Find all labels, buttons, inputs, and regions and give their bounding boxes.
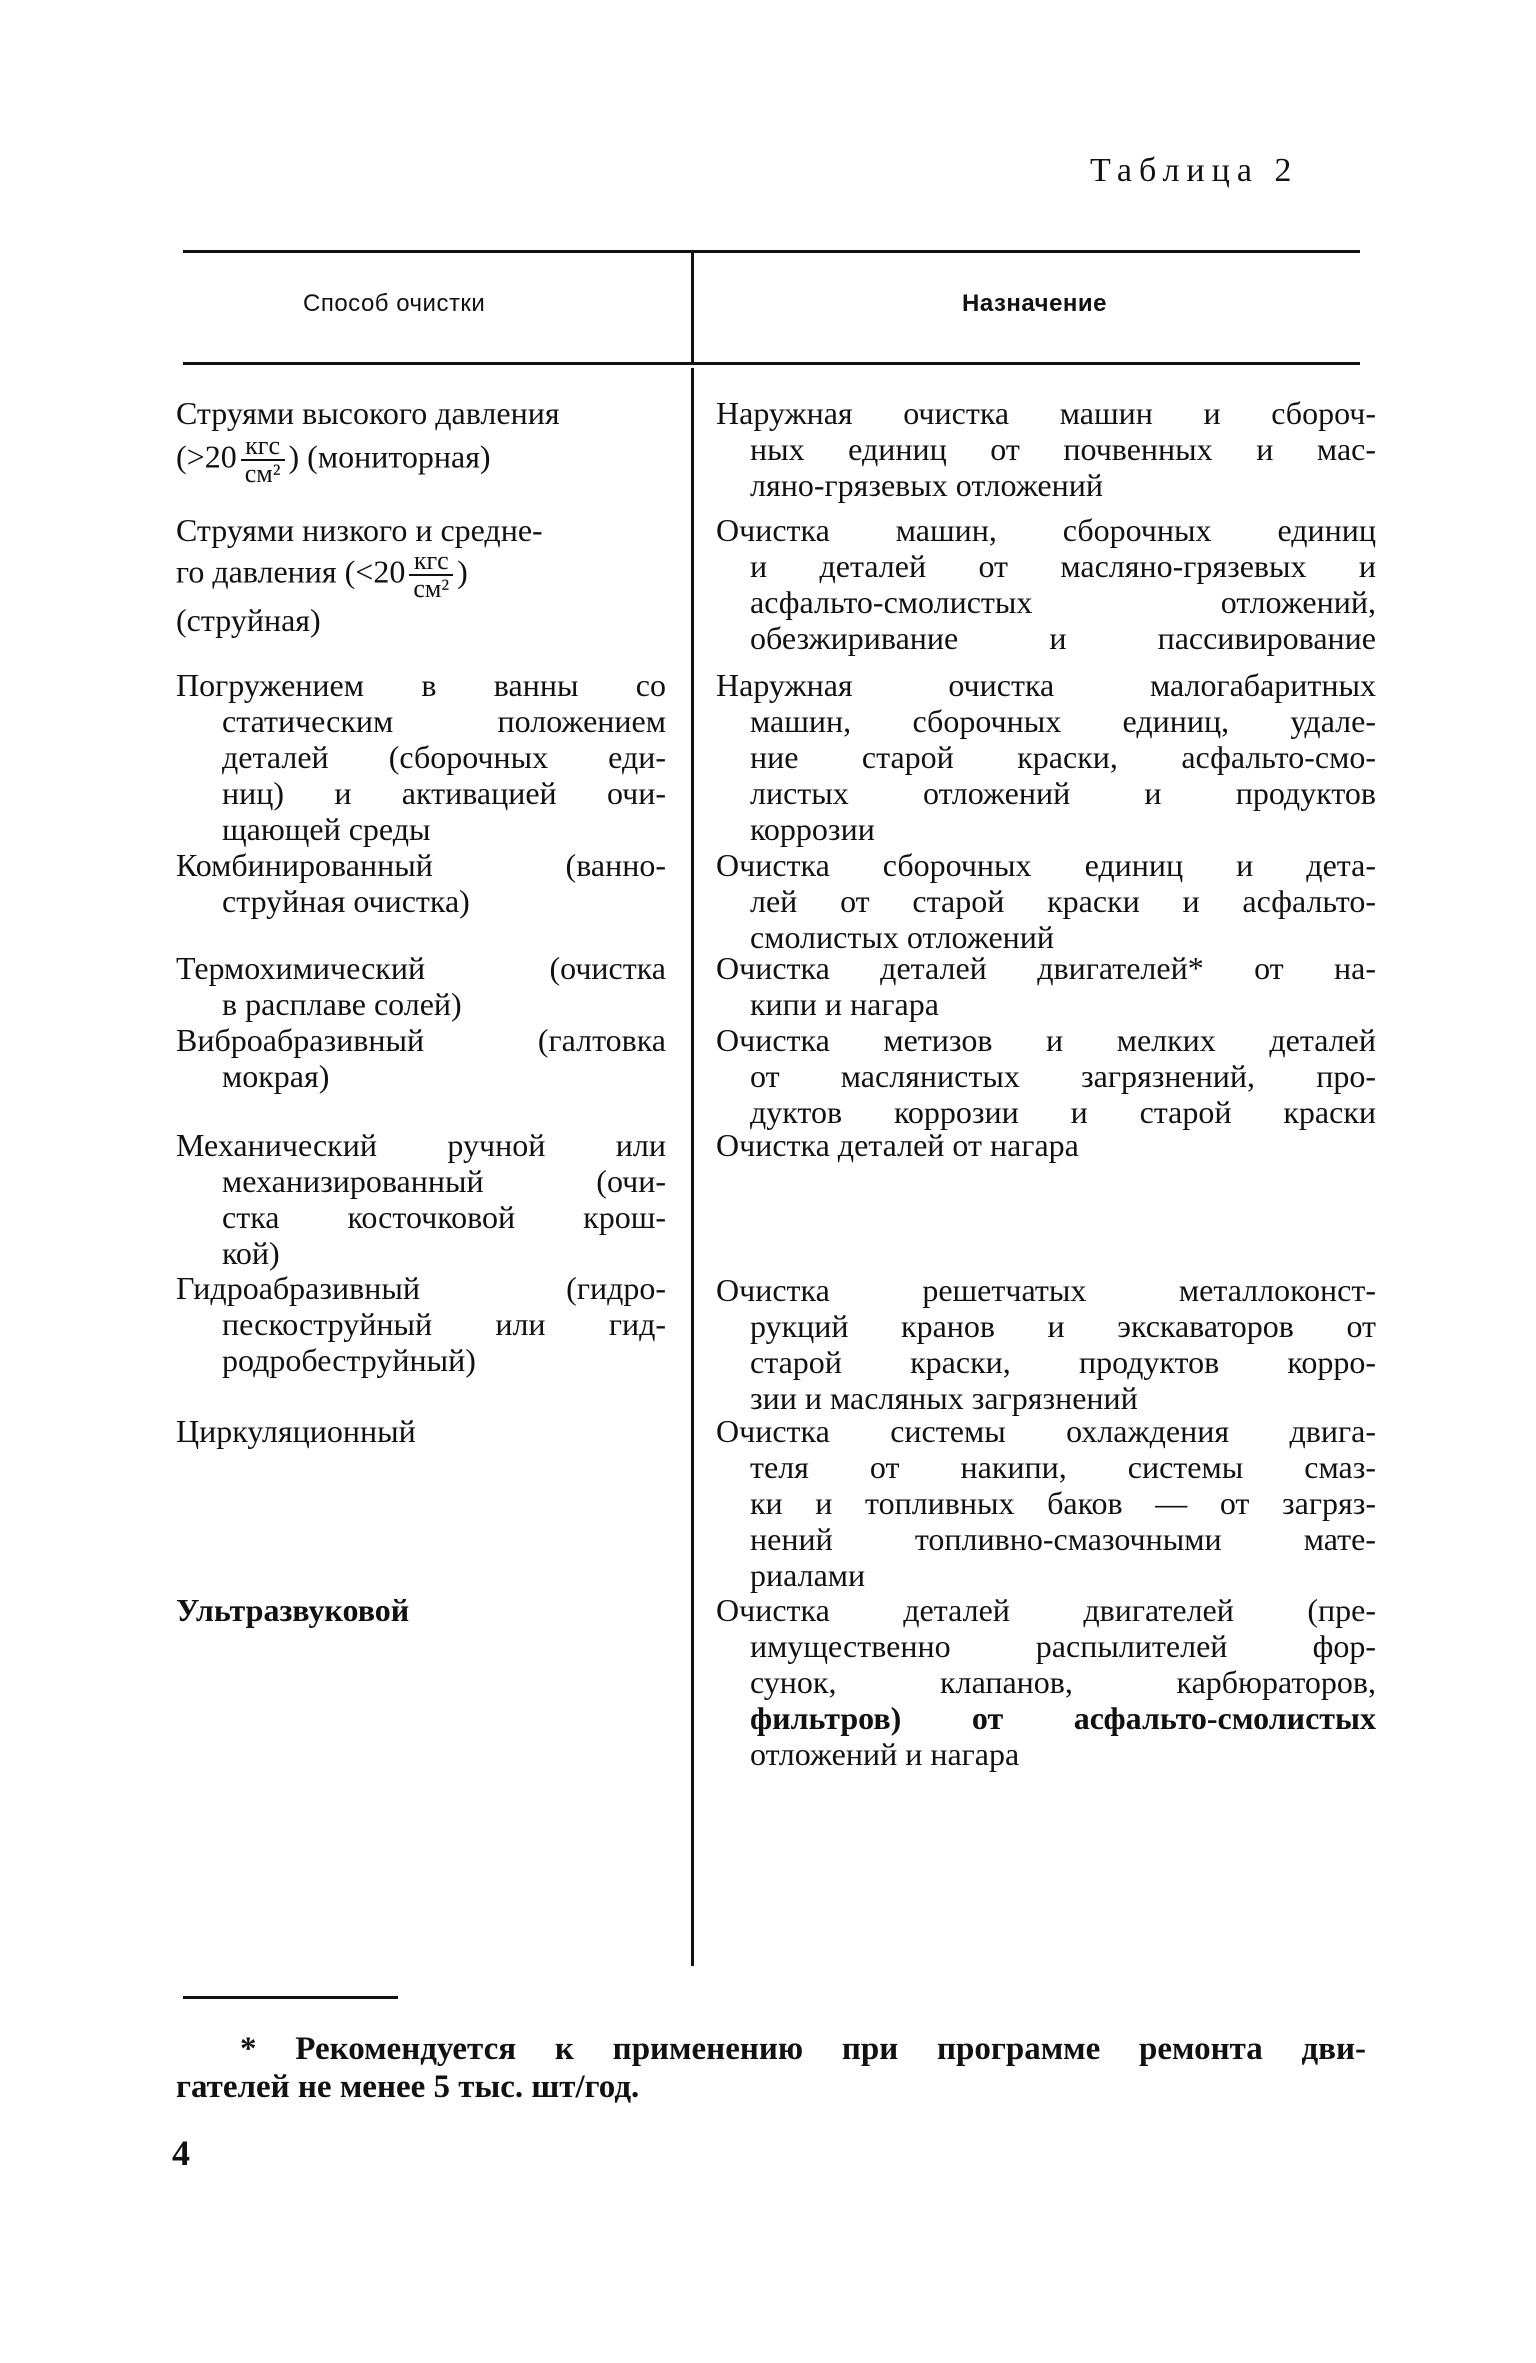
fraction-numerator: кгс (409, 548, 453, 576)
purpose-line: рукций кранов и экскаваторов от (750, 1308, 1376, 1344)
purpose-cell (716, 1127, 1376, 1163)
purpose-line: и деталей от масляно-грязевых и (750, 548, 1376, 584)
purpose-line: имущественно распылителей фор- (750, 1628, 1376, 1664)
method-line: струйная очистка) (222, 883, 470, 919)
method-cell (176, 950, 666, 1022)
header-method: Способ очистки (303, 290, 486, 317)
purpose-line: сунок, клапанов, карбюраторов, (750, 1664, 1376, 1700)
purpose-line: дуктов коррозии и старой краски (750, 1094, 1376, 1130)
unit-fraction (409, 548, 453, 602)
purpose-cell (716, 1413, 1376, 1593)
method-line: Комбинированный (ванно- (176, 847, 666, 883)
table-caption: Таблица 2 (1090, 152, 1299, 189)
purpose-line: Очистка решетчатых металлоконст- (716, 1272, 1376, 1308)
method-line: Гидроабразивный (гидро- (176, 1270, 666, 1306)
purpose-line: Очистка системы охлаждения двига- (716, 1413, 1376, 1449)
purpose-line: лей от старой краски и асфальто- (750, 883, 1376, 919)
purpose-cell (716, 1592, 1376, 1772)
purpose-line: от маслянистых загрязнений, про- (750, 1058, 1376, 1094)
purpose-cell (716, 1272, 1376, 1416)
purpose-line: Очистка деталей двигателей (пре- (716, 1592, 1376, 1628)
purpose-line: Наружная очистка машин и сбороч- (716, 395, 1376, 431)
footnote-rule (183, 1996, 398, 1999)
formula-suffix: ) (457, 553, 468, 590)
method-cell (176, 1127, 666, 1271)
method-line-formula (176, 433, 666, 487)
purpose-line: ние старой краски, асфальто-смо- (750, 739, 1376, 775)
method-line: Струями высокого давления (176, 395, 560, 431)
fraction-numerator: кгс (241, 433, 285, 461)
header-purpose: Назначение (962, 290, 1108, 317)
method-line: ниц) и активацией очи- (222, 775, 666, 811)
purpose-line: Очистка сборочных единиц и дета- (716, 847, 1376, 883)
method-line: щающей среды (222, 811, 431, 847)
method-line: Механический ручной или (176, 1127, 666, 1163)
method-line: пескоструйный или гид- (222, 1306, 666, 1342)
fraction-denominator: см² (244, 459, 281, 488)
method-line: родробеструйный) (222, 1342, 476, 1378)
purpose-cell (716, 395, 1376, 503)
purpose-line: зии и масляных загрязнений (750, 1380, 1138, 1416)
method-line-formula (176, 548, 666, 602)
method-cell (176, 1413, 666, 1449)
formula-prefix: го давления (<20 (176, 553, 406, 590)
footnote (176, 2030, 1366, 2106)
table-header-rule (183, 362, 1360, 365)
method-line: Ультразвуковой (176, 1592, 410, 1628)
purpose-line: Очистка машин, сборочных единиц (716, 512, 1376, 548)
method-cell (176, 1592, 666, 1628)
purpose-line: старой краски, продуктов корро- (750, 1344, 1376, 1380)
purpose-line: Очистка деталей двигателей* от на- (716, 950, 1376, 986)
unit-fraction (241, 433, 285, 487)
purpose-cell (716, 847, 1376, 955)
footnote-line: * Рекомендуется к применению при программе ремонта дви- (240, 2031, 1366, 2067)
purpose-cell (716, 1022, 1376, 1130)
method-line: Термохимический (очистка (176, 950, 666, 986)
purpose-line: Наружная очистка малогабаритных (716, 667, 1376, 703)
purpose-line: кипи и нагара (750, 986, 939, 1022)
method-line: в расплаве солей) (222, 986, 462, 1022)
purpose-cell (716, 950, 1376, 1022)
purpose-line: ных единиц от почвенных и мас- (750, 431, 1376, 467)
purpose-line: риалами (750, 1557, 866, 1593)
purpose-line: обезжиривание и пассивирование (750, 620, 1376, 656)
purpose-line: нений топливно-смазочными мате- (750, 1521, 1376, 1557)
method-line: деталей (сборочных еди- (222, 739, 666, 775)
method-line: Погружением в ванны со (176, 667, 666, 703)
purpose-line: ляно-грязевых отложений (750, 467, 1103, 503)
purpose-line: Очистка метизов и мелких деталей (716, 1022, 1376, 1058)
header-column-divider (691, 253, 694, 362)
purpose-line: отложений и нагара (750, 1736, 1020, 1772)
table-top-rule (183, 250, 1360, 253)
footnote-line: гателей не менее 5 тыс. шт/год. (176, 2069, 640, 2105)
purpose-line: асфальто-смолистых отложений, (750, 584, 1376, 620)
method-line: (струйная) (176, 602, 321, 638)
purpose-line: Очистка деталей от нагара (716, 1127, 1079, 1163)
method-cell (176, 1022, 666, 1094)
purpose-line: теля от накипи, системы смаз- (750, 1449, 1376, 1485)
method-cell (176, 1270, 666, 1378)
method-line: Виброабразивный (галтовка (176, 1022, 666, 1058)
purpose-line: фильтров) от асфальто-смолистых (750, 1700, 1376, 1736)
method-line: кой) (222, 1235, 280, 1271)
formula-suffix: ) (мониторная) (288, 438, 491, 475)
method-cell (176, 847, 666, 919)
purpose-line: ки и топливных баков — от загряз- (750, 1485, 1376, 1521)
page-number: 4 (172, 2133, 190, 2173)
method-line: статическим положением (222, 703, 666, 739)
purpose-line: смолистых отложений (750, 919, 1055, 955)
method-cell (176, 512, 666, 638)
purpose-cell (716, 667, 1376, 847)
method-line: Струями низкого и средне- (176, 512, 543, 548)
fraction-denominator: см² (413, 574, 450, 603)
purpose-line: листых отложений и продуктов (750, 775, 1376, 811)
method-line: механизированный (очи- (222, 1163, 666, 1199)
method-line: мокрая) (222, 1058, 330, 1094)
purpose-cell (716, 512, 1376, 656)
body-column-divider (691, 368, 694, 1966)
method-line: Циркуляционный (176, 1413, 416, 1449)
method-cell (176, 395, 666, 487)
method-line: стка косточковой крош- (222, 1199, 666, 1235)
purpose-line: коррозии (750, 811, 875, 847)
formula-prefix: (>20 (176, 438, 237, 475)
method-cell (176, 667, 666, 847)
purpose-line: машин, сборочных единиц, удале- (750, 703, 1376, 739)
